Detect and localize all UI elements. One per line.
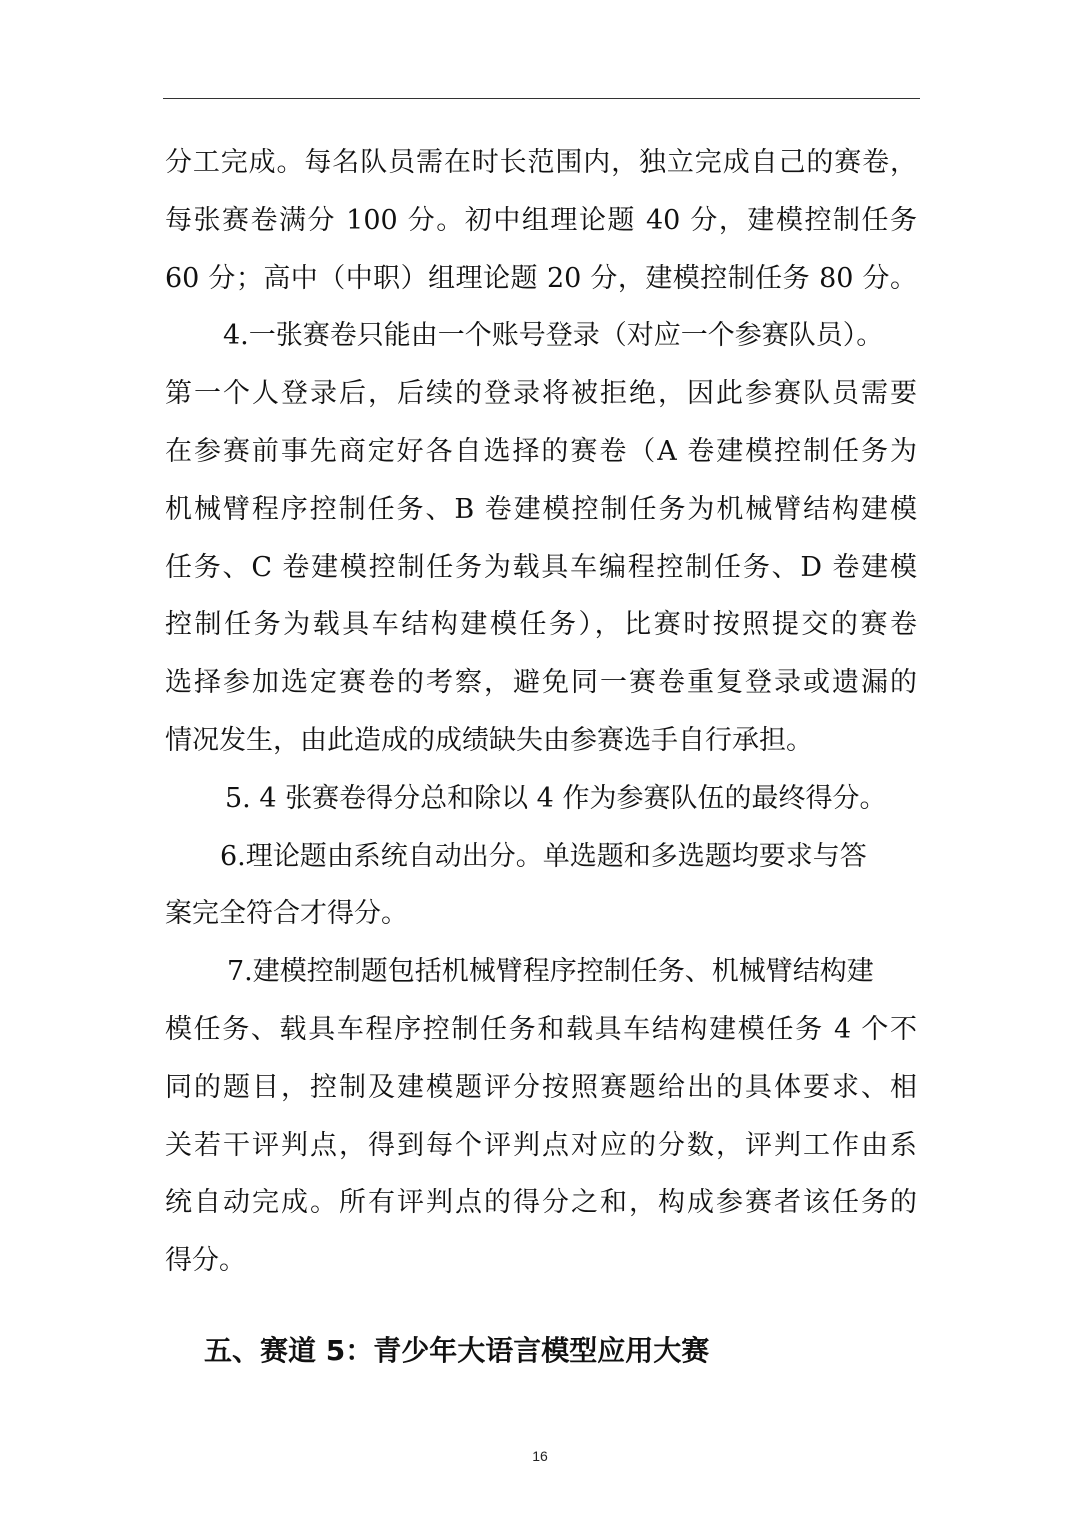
page-number: 16 — [532, 1448, 548, 1464]
paragraph-line: 选择参加选定赛卷的考察，避免同一赛卷重复登录或遗漏的 — [165, 667, 917, 699]
paragraph-line: 在参赛前事先商定好各自选择的赛卷（A 卷建模控制任务为 — [165, 435, 917, 467]
paragraph-line: 5. 4 张赛卷得分总和除以 4 作为参赛队伍的最终得分。 — [225, 782, 887, 814]
header-rule — [163, 98, 920, 99]
paragraph-line: 第一个人登录后，后续的登录将被拒绝，因此参赛队员需要 — [165, 378, 917, 410]
paragraph-line: 控制任务为载具车结构建模任务），比赛时按照提交的赛卷 — [165, 609, 917, 641]
paragraph-line: 案完全符合才得分。 — [165, 898, 408, 930]
paragraph-line: 每张赛卷满分 100 分。初中组理论题 40 分，建模控制任务 — [165, 204, 917, 236]
paragraph-line: 分工完成。每名队员需在时长范围内，独立完成自己的赛卷， — [165, 147, 917, 178]
paragraph-line: 情况发生，由此造成的成绩缺失由参赛选手自行承担。 — [165, 724, 813, 756]
paragraph-line: 同的题目，控制及建模题评分按照赛题给出的具体要求、相 — [165, 1071, 917, 1103]
paragraph-line: 模任务、载具车程序控制任务和载具车结构建模任务 4 个不 — [165, 1013, 917, 1045]
paragraph-line: 7.建模控制题包括机械臂程序控制任务、机械臂结构建 — [227, 956, 874, 988]
paragraph-line: 6.理论题由系统自动出分。单选题和多选题均要求与答 — [220, 840, 867, 872]
paragraph-line: 机械臂程序控制任务、B 卷建模控制任务为机械臂结构建模 — [165, 493, 917, 525]
paragraph-line: 关若干评判点，得到每个评判点对应的分数，评判工作由系 — [165, 1129, 917, 1161]
section-heading: 五、赛道 5：青少年大语言模型应用大赛 — [204, 1334, 710, 1367]
body-text — [165, 134, 917, 1290]
paragraph-line: 统自动完成。所有评判点的得分之和，构成参赛者该任务的 — [165, 1187, 917, 1219]
paragraph-line: 任务、C 卷建模控制任务为载具车编程控制任务、D 卷建模 — [165, 551, 917, 583]
paragraph-line: 4.一张赛卷只能由一个账号登录（对应一个参赛队员）。 — [223, 320, 884, 352]
paragraph-line: 得分。 — [165, 1245, 246, 1277]
paragraph-line: 60 分；高中（中职）组理论题 20 分，建模控制任务 80 分。 — [165, 262, 917, 294]
